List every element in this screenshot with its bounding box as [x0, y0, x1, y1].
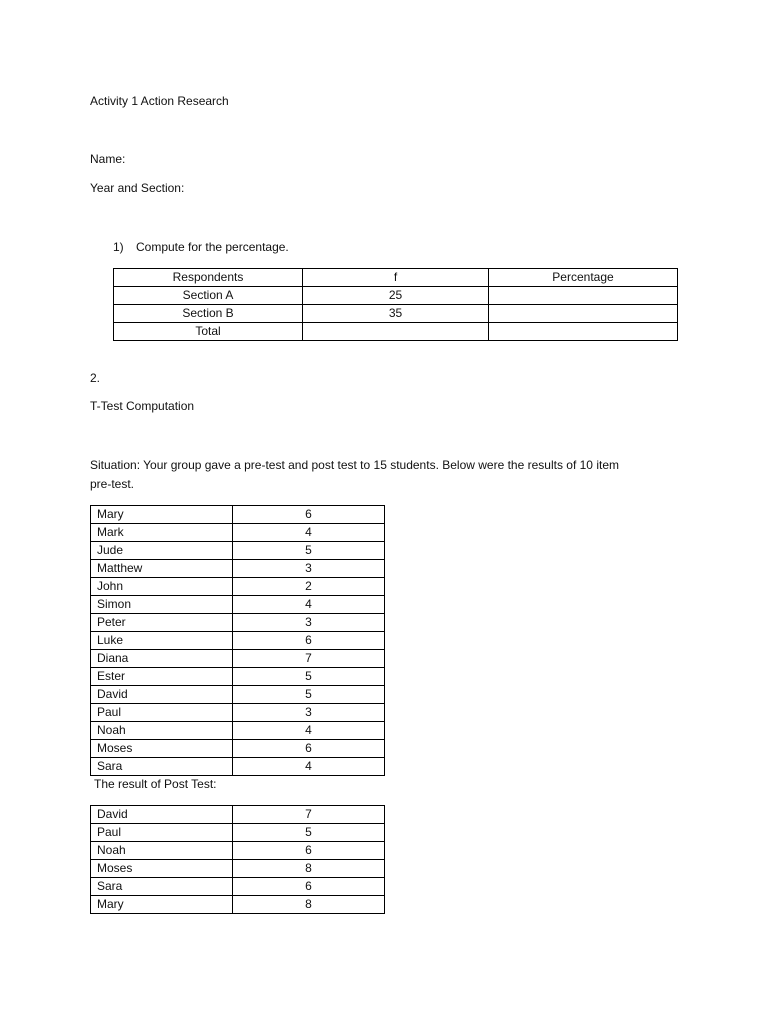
student-name: Sara [91, 758, 233, 776]
percentage-table [113, 268, 678, 341]
table-row [91, 632, 385, 650]
name-label: Name: [90, 152, 126, 166]
student-name: Moses [91, 740, 233, 758]
table-row [91, 860, 385, 878]
situation-text-line-2: pre-test. [90, 477, 135, 491]
table-row [91, 806, 385, 824]
table-row [91, 596, 385, 614]
student-score: 5 [232, 686, 384, 704]
table-row [91, 740, 385, 758]
student-name: Noah [91, 842, 233, 860]
student-score: 6 [232, 878, 384, 896]
student-score: 2 [232, 578, 384, 596]
table-row [91, 896, 385, 914]
student-score: 4 [232, 758, 384, 776]
table-cell: Total [114, 323, 303, 341]
table-row [91, 578, 385, 596]
year-section-label: Year and Section: [90, 181, 185, 195]
student-name: Luke [91, 632, 233, 650]
header-percentage: Percentage [489, 269, 678, 287]
table-row [91, 614, 385, 632]
table-cell: 35 [303, 305, 489, 323]
student-score: 4 [232, 524, 384, 542]
student-name: Matthew [91, 560, 233, 578]
table-row [91, 560, 385, 578]
table-row [91, 758, 385, 776]
question-1-text: Compute for the percentage. [136, 240, 289, 254]
student-name: Diana [91, 650, 233, 668]
student-name: John [91, 578, 233, 596]
student-name: David [91, 686, 233, 704]
student-score: 3 [232, 614, 384, 632]
student-score: 6 [232, 842, 384, 860]
student-name: Mary [91, 506, 233, 524]
student-name: Jude [91, 542, 233, 560]
table-row [91, 524, 385, 542]
table-cell: Section B [114, 305, 303, 323]
posttest-label: The result of Post Test: [94, 777, 217, 791]
student-name: Noah [91, 722, 233, 740]
question-2-title: T-Test Computation [90, 399, 195, 413]
document-title: Activity 1 Action Research [90, 94, 229, 108]
student-name: David [91, 806, 233, 824]
student-name: Moses [91, 860, 233, 878]
table-cell [303, 323, 489, 341]
situation-text-line-1: Situation: Your group gave a pre-test and post test to 15 students. Below were the results of 10 item [90, 458, 619, 472]
table-cell: 25 [303, 287, 489, 305]
posttest-table [90, 805, 385, 914]
student-score: 3 [232, 704, 384, 722]
table-cell [489, 323, 678, 341]
student-score: 7 [232, 650, 384, 668]
table-row [91, 686, 385, 704]
question-2-number: 2. [90, 371, 101, 385]
student-name: Mark [91, 524, 233, 542]
student-score: 6 [232, 506, 384, 524]
student-score: 3 [232, 560, 384, 578]
student-score: 5 [232, 542, 384, 560]
table-row [114, 323, 678, 341]
table-row [114, 305, 678, 323]
table-row [91, 668, 385, 686]
table-row [91, 878, 385, 896]
table-row [91, 722, 385, 740]
table-header-row [114, 269, 678, 287]
header-respondents: Respondents [114, 269, 303, 287]
table-cell [489, 287, 678, 305]
student-name: Peter [91, 614, 233, 632]
table-row [91, 842, 385, 860]
student-name: Mary [91, 896, 233, 914]
student-name: Paul [91, 824, 233, 842]
table-row [91, 704, 385, 722]
student-score: 4 [232, 722, 384, 740]
table-row [91, 824, 385, 842]
header-f: f [303, 269, 489, 287]
student-name: Ester [91, 668, 233, 686]
student-score: 6 [232, 632, 384, 650]
student-score: 5 [232, 668, 384, 686]
student-score: 7 [232, 806, 384, 824]
student-name: Sara [91, 878, 233, 896]
table-row [114, 287, 678, 305]
pretest-table [90, 505, 385, 776]
student-name: Paul [91, 704, 233, 722]
student-score: 8 [232, 896, 384, 914]
table-cell [489, 305, 678, 323]
table-row [91, 506, 385, 524]
question-1-number: 1) [113, 240, 124, 254]
student-name: Simon [91, 596, 233, 614]
table-cell: Section A [114, 287, 303, 305]
table-row [91, 650, 385, 668]
table-row [91, 542, 385, 560]
student-score: 4 [232, 596, 384, 614]
student-score: 5 [232, 824, 384, 842]
student-score: 6 [232, 740, 384, 758]
student-score: 8 [232, 860, 384, 878]
